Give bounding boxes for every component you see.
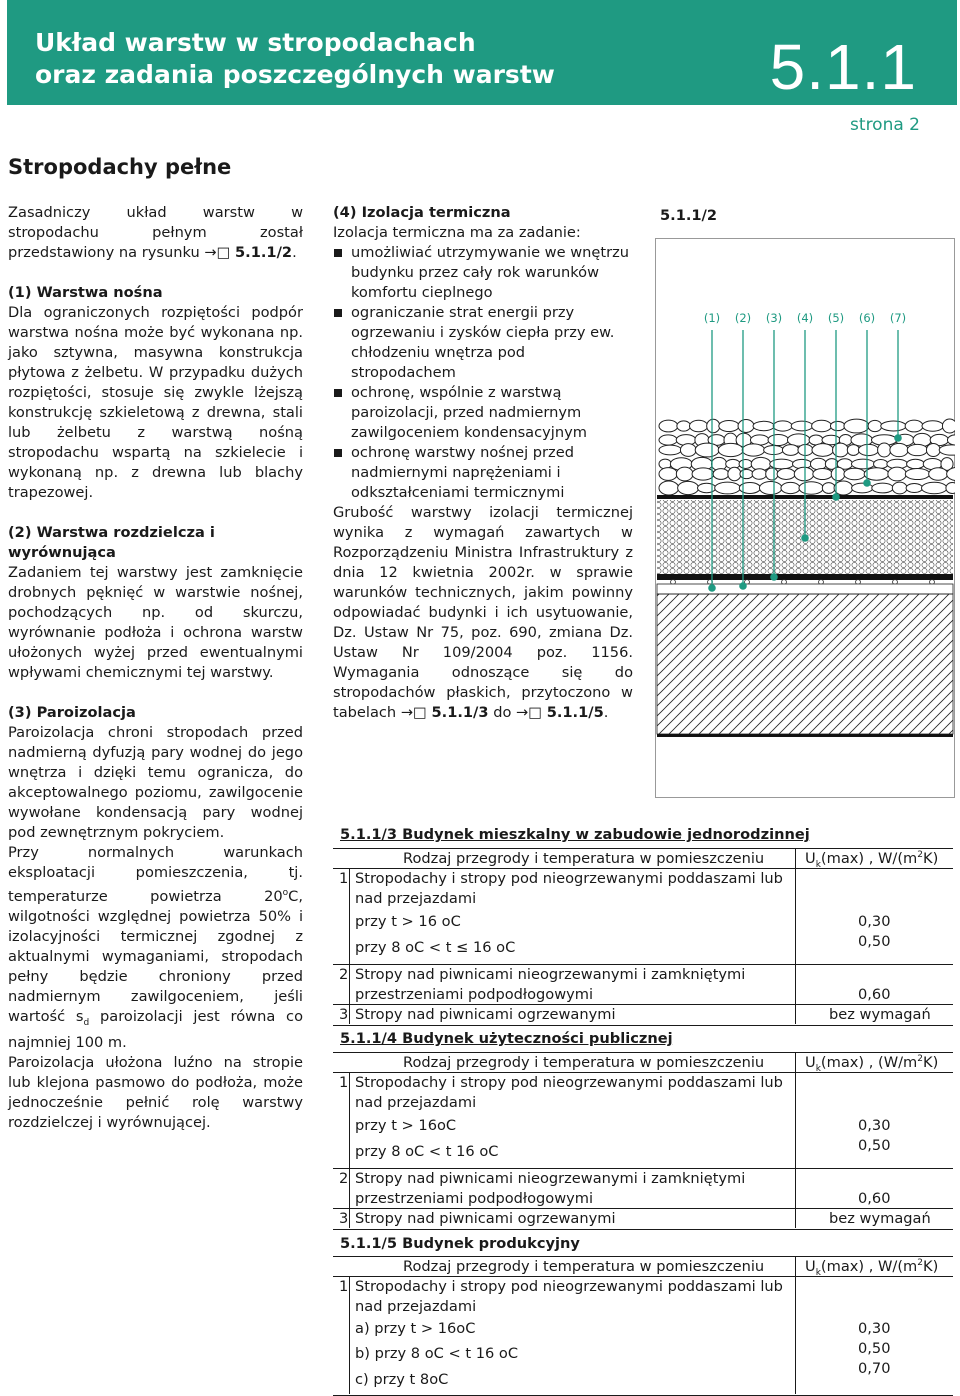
layer4-heading: (4) Izolacja termiczna <box>333 204 511 221</box>
leader-dot <box>863 479 871 487</box>
row-value: 0,50 <box>858 1340 891 1357</box>
row-value: bez wymagań <box>829 1210 931 1227</box>
row-number: 1 <box>339 1278 349 1295</box>
row-number: 3 <box>339 1210 349 1227</box>
header-desc: Rodzaj przegrody i temperatura w pomieszczeniu <box>403 850 765 867</box>
row-value: 0,60 <box>858 986 891 1003</box>
layer-number-label: (3) <box>765 311 783 325</box>
table-row <box>333 1208 953 1230</box>
gravel-stone <box>770 459 794 469</box>
section-number: 5.1.1 <box>769 31 917 103</box>
table-3-title: 5.1.1/3 Budynek mieszkalny w zabudowie jednorodzinnej <box>340 826 810 843</box>
gravel-stone <box>834 481 853 495</box>
row-value: 0,30 <box>858 1320 891 1337</box>
layer2-heading: (2) Warstwa rozdzielcza i wyrównująca <box>8 524 215 561</box>
row-number: 1 <box>339 1074 349 1091</box>
gravel-stone <box>851 459 874 469</box>
row-text: Stropodachy i stropy pod nieogrzewanymi poddaszami lub <box>355 870 783 887</box>
gravel-stone <box>718 443 743 456</box>
gravel-stone <box>698 483 716 492</box>
gravel-stone <box>738 420 754 433</box>
gravel-stone <box>907 459 925 469</box>
layer3-body2-part3: paroizolacji jest równa co najmniej 100 m. <box>8 1007 303 1051</box>
table-4-title: 5.1.1/4 Budynek użyteczności publicznej <box>340 1030 673 1047</box>
leader-dot <box>894 434 902 442</box>
table-header-row <box>333 848 953 869</box>
gravel-stone <box>707 419 720 432</box>
leader-dot <box>708 584 716 592</box>
row-value: 0,30 <box>858 913 891 930</box>
layer1-heading: (1) Warstwa nośna <box>8 284 163 301</box>
gravel-stone <box>890 443 908 456</box>
gravel-stone <box>868 420 882 431</box>
row-text: nad przejazdami <box>355 890 477 907</box>
layer3-body1: Paroizolacja chroni stropodach przed nadmierną dyfuzją pary wodnej do jego wnętrza i dzięki temu ogranicza, do akceptowalnego poziomu, zawilgocenie wywołane kondensacją pary wodnej pod zewnętrznym pokryciem. <box>8 724 303 841</box>
gravel-stone <box>858 444 878 455</box>
header-desc: Rodzaj przegrody i temperatura w pomieszczeniu <box>403 1054 765 1071</box>
row-value: 0,50 <box>858 933 891 950</box>
gravel-stone <box>692 468 714 480</box>
table-row <box>333 964 953 1005</box>
gravel-stone <box>759 482 782 495</box>
gravel-stone <box>929 468 948 481</box>
gravel-stone <box>689 420 707 432</box>
table-ref-link-2[interactable]: 5.1.1/5 <box>546 704 604 721</box>
row-text: c) przy t 8oC <box>355 1371 449 1388</box>
row-text: Stropy nad piwnicami nieogrzewanymi i zamkniętymi <box>355 966 746 983</box>
gravel-stone <box>753 421 774 430</box>
gravel-stone <box>844 468 865 479</box>
intro-paragraph <box>8 203 303 263</box>
gravel-stone <box>922 482 947 494</box>
row-text: b) przy 8 oC < t 16 oC <box>355 1345 519 1362</box>
layer4-closing <box>333 503 633 723</box>
row-number: 2 <box>339 1170 349 1187</box>
intro-end: . <box>292 244 297 261</box>
row-number: 2 <box>339 966 349 983</box>
gravel-stone <box>678 481 699 494</box>
gravel-stone <box>888 467 906 481</box>
gravel-stone <box>791 421 812 431</box>
figure-ref-arrow-icon: →□ <box>204 244 231 261</box>
gravel-stone <box>781 482 800 493</box>
gravel-stone <box>740 469 753 478</box>
gravel-stone <box>742 444 764 456</box>
header-u: $U_k(\max)$ , $W/(m^2K)$ <box>805 1258 939 1278</box>
row-text: przy t > 16 oC <box>355 913 461 930</box>
table-5-title: 5.1.1/5 Budynek produkcyjny <box>340 1235 580 1252</box>
gravel-stone <box>831 467 845 480</box>
row-text: przestrzeniami podpodłogowymi <box>355 986 594 1003</box>
table-ref-link-1[interactable]: 5.1.1/3 <box>431 704 489 721</box>
gravel-stone <box>659 435 677 445</box>
gravel-stone <box>677 421 691 431</box>
layer-cross-section-figure <box>655 238 955 798</box>
figure-ref-link[interactable]: 5.1.1/2 <box>235 244 293 261</box>
layer4-end: . <box>603 704 609 721</box>
row-value: bez wymagań <box>829 1006 931 1023</box>
layer3-body2-part2: C, wilgotności względnej powietrza 50% i izolacyjności termicznej zgodnej z aktualnymi wymaganiami, stropodach pełny będzie chroniony przed nadmiernym zawilgoceniem, jeśli wartość s <box>8 887 303 1025</box>
header-desc: Rodzaj przegrody i temperatura w pomieszczeniu <box>403 1258 765 1275</box>
leader-dot <box>739 582 747 590</box>
row-text: przy 8 oC < t ≤ 16 oC <box>355 939 516 956</box>
layer4-bullet: ograniczanie strat energii przy ogrzewaniu i zysków ciepła przy ew. chłodzeniu wnętrza pod stropodachem <box>333 303 633 383</box>
layer4-bullet: ochronę warstwy nośnej przed nadmiernymi naprężeniami i odkształceniami termicznymi <box>333 443 633 503</box>
levelling-layer <box>657 584 953 594</box>
row-text: nad przejazdami <box>355 1094 477 1111</box>
gravel-stone <box>907 444 927 455</box>
row-text: Stropy nad piwnicami nieogrzewanymi i zamkniętymi <box>355 1170 746 1187</box>
degree-sign: o <box>282 888 289 898</box>
section-title: Stropodachy pełne <box>8 155 232 179</box>
gravel-stone <box>947 435 955 445</box>
leader-dot <box>832 493 840 501</box>
gravel-stone <box>946 483 955 494</box>
slab-bottom-edge <box>657 734 953 737</box>
gravel-stone <box>812 444 834 457</box>
gravel-stone <box>847 445 859 456</box>
layer-number-label: (6) <box>858 311 876 325</box>
layer4-bullet: ochronę, wspólnie z warstwą paroizolacji, przed nadmiernym zawilgoceniem kondensacyjnym <box>333 383 633 443</box>
header-u: $U_k(\max)$ , $W/(m^2K)$ <box>805 850 939 870</box>
gravel-stone <box>695 443 719 457</box>
row-text: Stropy nad piwnicami ogrzewanymi <box>355 1006 616 1023</box>
gravel-stone <box>878 443 891 457</box>
table-header-row <box>333 1052 953 1073</box>
layer3-body2-part1: Przy normalnych warunkach eksploatacji pomieszczenia, tj. temperaturze powietrza 20 <box>8 844 303 905</box>
row-value: 0,70 <box>858 1360 891 1377</box>
gravel-stone <box>715 482 741 494</box>
gravel-stone <box>768 434 788 445</box>
row-text: a) przy t > 16oC <box>355 1320 476 1337</box>
figure-label: 5.1.1/2 <box>660 207 718 224</box>
table-ref-arrow-icon: →□ <box>516 704 543 721</box>
gravel-stone <box>905 420 923 432</box>
gravel-stone <box>659 481 679 495</box>
gravel-stone <box>812 420 832 431</box>
gravel-stone <box>799 482 823 495</box>
layer3-body3: Paroizolacja ułożona luźno na stropie lub klejona pasmowo do podłoża, może jednocześnie pełnić rolę warstwy rozdzielczej i wyrównującej. <box>8 1053 303 1131</box>
gravel-stone <box>680 444 696 457</box>
gravel-stone <box>939 445 955 455</box>
load-bearing-slab <box>657 594 953 734</box>
layer3-heading: (3) Paroizolacja <box>8 704 136 721</box>
table-row <box>333 868 953 965</box>
gravel-stone <box>922 421 943 431</box>
table-row <box>333 1004 953 1026</box>
row-value: 0,50 <box>858 1137 891 1154</box>
row-text: Stropodachy i stropy pod nieogrzewanymi poddaszami lub <box>355 1074 783 1091</box>
row-text: przy 8 oC < t 16 oC <box>355 1143 499 1160</box>
gravel-stone <box>822 483 835 494</box>
gravel-stone <box>719 420 739 431</box>
gravel-stone <box>892 482 907 494</box>
gravel-stone <box>713 469 729 480</box>
table-row <box>333 1072 953 1169</box>
gravel-stone <box>830 421 844 430</box>
table-4 <box>333 1052 953 1227</box>
layer-number-label: (2) <box>734 311 752 325</box>
gravel-stone <box>752 469 767 480</box>
table-5 <box>333 1256 953 1396</box>
gravel-stone <box>659 420 678 432</box>
leader-dot <box>770 573 778 581</box>
gravel-stone <box>926 444 940 457</box>
gravel-stone <box>659 445 681 455</box>
header-u: $U_k(\max)$ , $(W/m^2K)$ <box>805 1054 939 1074</box>
layer-number-label: (7) <box>889 311 907 325</box>
gravel-stone <box>905 468 929 479</box>
intro-text: Zasadniczy układ warstw w stropodachu pełnym został przedstawiony na rysunku <box>8 204 303 261</box>
gravel-stone <box>773 421 792 431</box>
table-header-row <box>333 1256 953 1277</box>
gravel-stone <box>942 419 955 433</box>
gravel-stone <box>813 468 832 479</box>
table-row <box>333 1168 953 1209</box>
layer4-lead: Izolacja termiczna ma za zadanie: <box>333 224 581 241</box>
gravel-stone <box>874 459 888 468</box>
table-3 <box>333 848 953 1023</box>
page-number: strona 2 <box>850 115 920 135</box>
gravel-stone <box>833 443 849 457</box>
row-text: nad przejazdami <box>355 1298 477 1315</box>
table-row <box>333 1276 953 1396</box>
left-column <box>8 203 303 1133</box>
table-ref-arrow-icon: →□ <box>400 704 427 721</box>
header-banner <box>7 0 957 105</box>
header-title-line2: oraz zadania poszczególnych warstw <box>35 60 555 89</box>
row-number: 1 <box>339 870 349 887</box>
gravel-stone <box>794 467 814 481</box>
layer-number-label: (1) <box>703 311 721 325</box>
gravel-stone <box>864 468 889 480</box>
layer-number-label: (5) <box>827 311 845 325</box>
layer4-closing-text: Grubość warstwy izolacji termicznej wynika z wymagań zawartych w Rozporządzeniu Ministra Infrastruktury z dnia 12 kwietnia 2002r. w sprawie warunków technicznych, jakim powinny odpowiadać budynki i ich usytuowanie, Dz. Ustaw Nr 75, poz. 690, zmiana Dz. Ustaw Nr 109/2004 poz. 1156. Wymagania odnoszące się do stropodachów płaskich, przytoczono w tabelach <box>333 504 633 721</box>
gravel-stone <box>777 469 795 480</box>
layer4-between: do <box>493 704 512 721</box>
row-value: 0,30 <box>858 1117 891 1134</box>
layer1-body: Dla ograniczonych rozpiętości podpór warstwa nośna może być wykonana np. jako sztywna, masywna konstrukcja płytowa z żelbetu. W przypadku dużych rozpiętości, stosuje się zwykle lżejszą konstrukcję szkieletową z drewna, stali lub żelbetu z warstwą nośną stropodachu wspartą na szkielecie i wykonaną np. z drewna lub blachy trapezowej. <box>8 304 303 501</box>
leader-dot <box>801 534 809 542</box>
row-number: 3 <box>339 1006 349 1023</box>
middle-column <box>333 203 633 723</box>
layer-number-label: (4) <box>796 311 814 325</box>
gravel-stone <box>676 467 693 481</box>
gravel-stone <box>906 483 922 492</box>
gravel-stone <box>659 468 677 481</box>
gravel-stone <box>739 459 752 468</box>
row-text: przestrzeniami podpodłogowymi <box>355 1190 594 1207</box>
sd-subscript: d <box>83 1017 90 1028</box>
gravel-stone <box>844 419 869 433</box>
gravel-layer <box>659 419 955 495</box>
gravel-stone <box>728 467 741 480</box>
layer4-bullet: umożliwiać utrzymywanie we wnętrzu budynku przez cały rok warunków komfortu cieplnego <box>333 243 633 303</box>
gravel-stone <box>766 468 778 480</box>
vapour-barrier-layer <box>657 574 953 580</box>
gravel-stone <box>872 483 893 493</box>
row-text: Stropodachy i stropy pod nieogrzewanymi poddaszami lub <box>355 1278 783 1295</box>
gravel-stone <box>881 421 906 431</box>
header-title-line1: Układ warstw w stropodachach <box>35 28 476 57</box>
row-value: 0,60 <box>858 1190 891 1207</box>
row-text: Stropy nad piwnicami ogrzewanymi <box>355 1210 616 1227</box>
gravel-stone <box>782 445 799 456</box>
row-text: przy t > 16oC <box>355 1117 457 1134</box>
layer3-body2 <box>8 843 303 1053</box>
layer2-body: Zadaniem tej warstwy jest zamknięcie drobnych pęknięć w warstwie nośnej, pochodzących np. od skurczu, wyrównanie podłoża i ochrona warstw ułożonych wyżej przed ewentualnymi wpływami chemicznymi tej warstwy. <box>8 564 303 681</box>
